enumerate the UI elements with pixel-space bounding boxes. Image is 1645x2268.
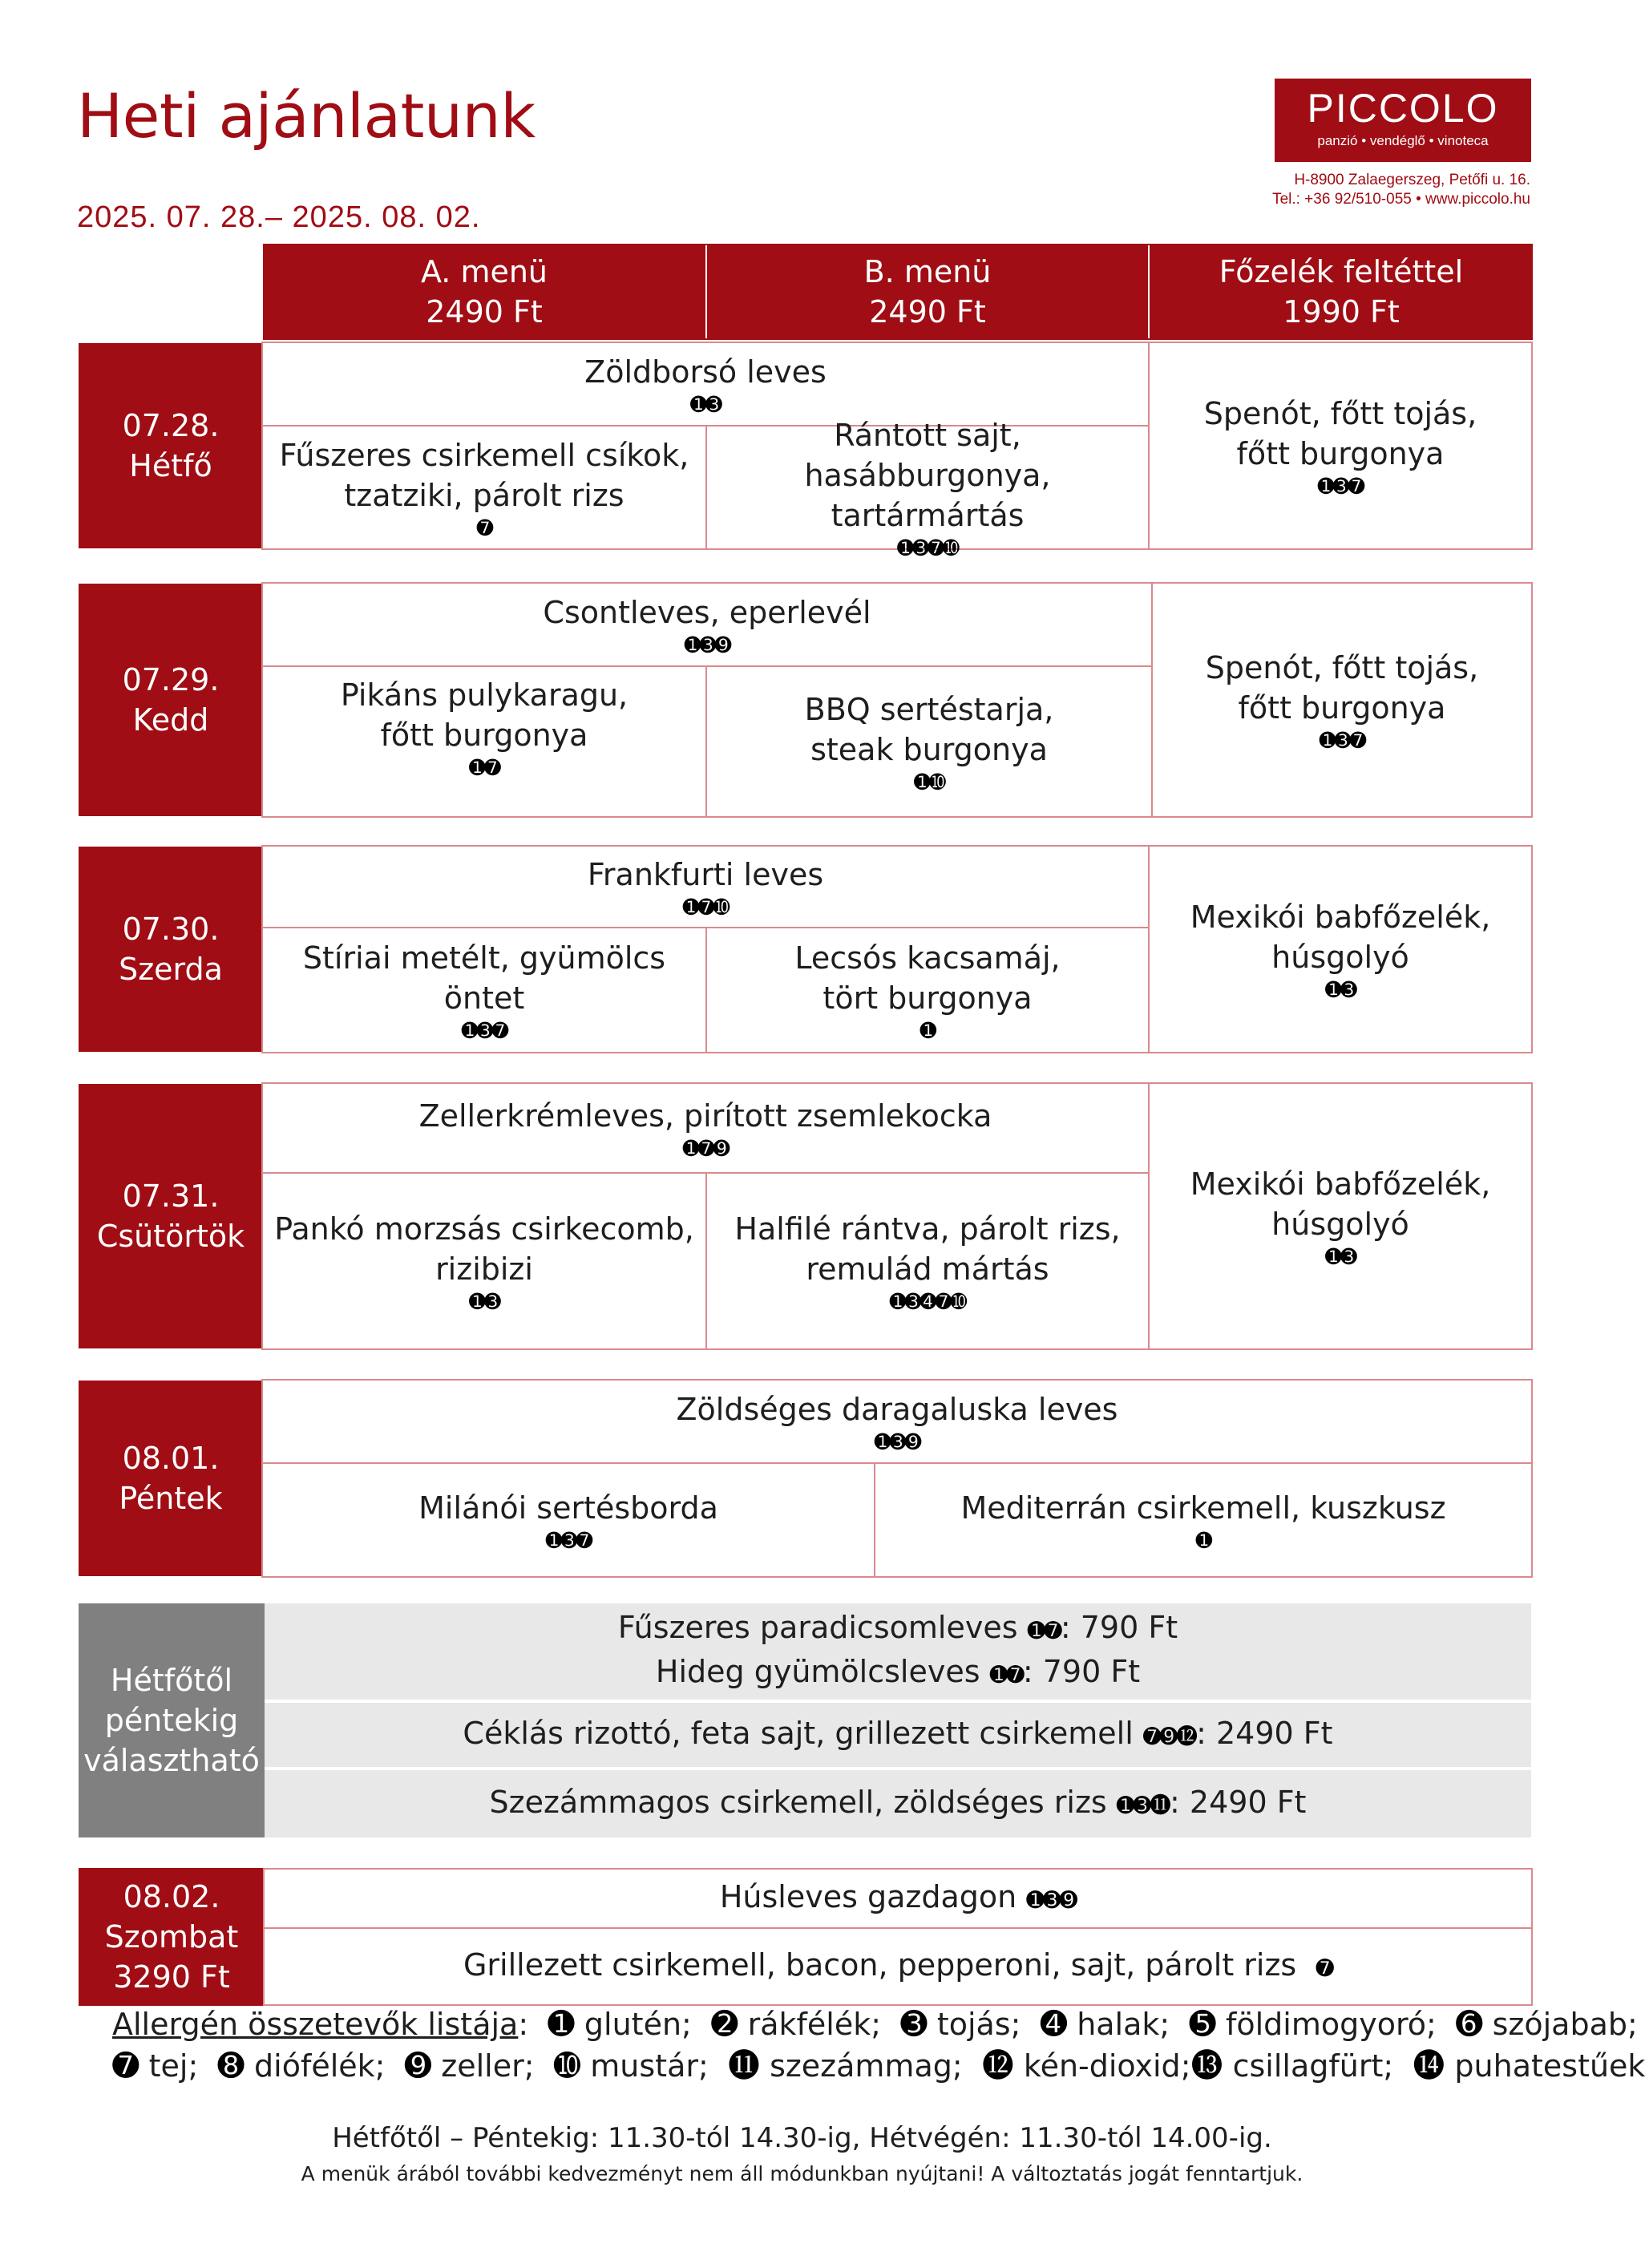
soup-cell — [263, 1381, 1531, 1462]
dish-line: Spenót, főtt tojás, — [1203, 396, 1477, 431]
header-b-price: 2490 Ft — [869, 294, 986, 329]
logo-name: PICCOLO — [1307, 86, 1499, 131]
allergen-name: zeller — [441, 2048, 524, 2084]
allergen-name: szójabab — [1492, 2007, 1627, 2042]
allergen-icons: ➊➐➓ — [682, 895, 729, 919]
allergen-name: szezámmag — [770, 2048, 952, 2084]
header-a-menu — [263, 244, 705, 340]
soup-name: Húsleves gazdagon — [719, 1878, 1017, 1914]
dish-line: főtt burgonya — [1238, 690, 1446, 726]
b-menu-cell — [707, 1174, 1148, 1348]
header-divider — [1148, 245, 1150, 338]
day-label — [79, 1084, 263, 1348]
header-b-name: B. menü — [863, 254, 992, 289]
day-date: 07.28. — [122, 408, 220, 443]
weekly-item-name: Szezámmagos csirkemell, zöldséges rizs — [489, 1784, 1107, 1820]
allergen-icons: ➊➌➒ — [1026, 1887, 1077, 1913]
allergen-number-icon: ⓬ — [981, 2048, 1014, 2084]
weekly-item-name: Céklás rizottó, feta sajt, grillezett csirkemell — [463, 1715, 1134, 1751]
day-label — [79, 847, 263, 1052]
allergen-icons: ➐➒⓬ — [1142, 1724, 1197, 1749]
saturday-soup — [720, 1877, 1076, 1921]
day-date: 07.29. — [122, 662, 220, 697]
allergen-icons: ➊➐ — [989, 1663, 1023, 1688]
day-date: 07.31. — [122, 1178, 220, 1214]
dish-line: Mexikói babfőzelék, — [1190, 900, 1491, 935]
allergen-number-icon: ➎ — [1189, 2006, 1216, 2043]
header-c-price: 1990 Ft — [1283, 294, 1400, 329]
weekly-item-row — [265, 1703, 1531, 1767]
b-menu-cell — [875, 1464, 1531, 1576]
allergen-number-icon: ⓫ — [727, 2048, 760, 2084]
allergen-name: mustár — [590, 2048, 698, 2084]
header-a-name: A. menü — [420, 254, 548, 289]
c-menu-cell — [1153, 584, 1531, 816]
weekly-item-price: : 2490 Ft — [1196, 1715, 1333, 1751]
dish-line: Mexikói babfőzelék, — [1190, 1166, 1491, 1202]
dish-line: húsgolyó — [1271, 940, 1409, 975]
allergen-icons: ➊➌➒ — [684, 633, 730, 657]
allergen-number-icon: ➐ — [112, 2048, 139, 2084]
allergen-icons: ➊➌ — [690, 393, 721, 416]
weekly-item-row — [265, 1770, 1531, 1837]
dish-line: steak burgonya — [810, 732, 1048, 767]
day-label — [79, 584, 263, 816]
dish-line: Lecsós kacsamáj, — [794, 940, 1061, 976]
allergen-icons: ➊➌⓫ — [1116, 1793, 1170, 1818]
dish-line: Halfilé rántva, párolt rizs, — [734, 1211, 1121, 1247]
day-label — [79, 1381, 263, 1576]
logo-tagline: panzió • vendéglő • vinoteca — [1317, 133, 1489, 148]
weekly-label — [79, 1603, 265, 1837]
allergen-icons: ➊ — [920, 1019, 936, 1042]
page-title: Heti ajánlatunk — [77, 80, 536, 152]
day-name: Hétfő — [129, 448, 212, 483]
allergen-name: csillagfürt — [1232, 2048, 1384, 2084]
soup-name: Zöldséges daragaluska leves — [676, 1392, 1118, 1427]
allergen-number-icon: ➓ — [553, 2048, 581, 2084]
day-date: 08.02. — [123, 1879, 220, 1914]
allergen-legend: Allergén összetevők listája: ➊ glutén; ➋ rákfélék; ➌ tojás; ➍ halak; ➎ földimogyoró; ➏ szójabab; — [112, 2006, 1638, 2043]
weekly-label-line: választható — [83, 1743, 260, 1778]
dish-line: Stíriai metélt, gyümölcs öntet — [302, 940, 666, 1016]
opening-hours: Hétfőtől – Péntekig: 11.30-tól 14.30-ig, Hétvégén: 11.30-tól 14.00-ig. — [332, 2122, 1272, 2154]
dish-line: tartármártás — [831, 498, 1025, 533]
allergen-name: földimogyoró — [1226, 2007, 1427, 2042]
allergen-icons: ➊➌ — [1325, 1245, 1356, 1268]
soup-cell — [263, 343, 1148, 425]
allergen-icons: ➊➓ — [914, 770, 944, 794]
b-menu-cell — [707, 667, 1151, 816]
allergen-icons: ➊➌➍➐➓ — [889, 1290, 966, 1313]
allergen-icons: ➊➐ — [469, 756, 499, 779]
allergen-icons: ➊➌ — [469, 1290, 499, 1313]
dish-line: tzatziki, párolt rizs — [344, 478, 624, 513]
weekly-item — [490, 1782, 1307, 1826]
day-name: Péntek — [119, 1481, 223, 1516]
allergen-number-icon: ➌ — [900, 2006, 928, 2043]
logo-contact: Tel.: +36 92/510-055 • www.piccolo.hu — [1272, 191, 1530, 208]
dish-line: BBQ sertéstarja, — [804, 692, 1054, 727]
header-b-menu — [707, 244, 1148, 340]
allergen-name: glutén — [584, 2007, 682, 2042]
a-menu-cell — [263, 427, 705, 548]
a-menu-cell — [263, 1464, 874, 1576]
soup-cell — [263, 847, 1148, 927]
allergen-name: halak — [1077, 2007, 1160, 2042]
allergen-legend-line2: ➐ tej; ➑ diófélék; ➒ zeller; ➓ mustár; ⓫ szezámmag; ⓬ kén-dioxid;⓭ csillagfürt; ⓮ puhatestűek — [112, 2048, 1645, 2084]
day-date: 07.30. — [122, 912, 220, 947]
allergen-name: tej — [148, 2048, 188, 2084]
allergen-name: kén-dioxid — [1023, 2048, 1181, 2084]
allergen-number-icon: ⓭ — [1190, 2048, 1223, 2084]
dish-line: Spenót, főtt tojás, — [1205, 650, 1479, 685]
allergen-name: tojás — [936, 2007, 1011, 2042]
soup-name: Zöldborsó leves — [584, 354, 827, 390]
allergen-number-icon: ➑ — [217, 2048, 245, 2084]
allergen-icons: ➊➌➒ — [874, 1430, 920, 1453]
weekly-soups-row — [265, 1603, 1531, 1700]
soup-name: Zellerkrémleves, pirított zsemlekocka — [418, 1098, 992, 1134]
allergen-icons: ➊➐ — [1027, 1619, 1061, 1643]
piccolo-logo — [1275, 79, 1531, 162]
weekly-item — [463, 1713, 1332, 1757]
saturday-main — [463, 1945, 1332, 1989]
weekly-label-line: péntekig — [104, 1703, 239, 1738]
allergen-icons: ➊➌ — [1325, 978, 1356, 1001]
allergen-number-icon: ➋ — [711, 2006, 738, 2043]
logo-address: H-8900 Zalaegerszeg, Petőfi u. 16. — [1294, 172, 1530, 188]
c-menu-cell — [1150, 847, 1531, 1052]
allergen-name: diófélék — [254, 2048, 375, 2084]
day-name: Szerda — [119, 952, 223, 987]
day-label — [79, 1868, 265, 2006]
header-divider — [705, 245, 707, 338]
allergen-icons: ➊➐➒ — [682, 1137, 729, 1160]
day-price: 3290 Ft — [113, 1959, 230, 1995]
main-cell — [265, 1929, 1531, 2004]
dish-line: tört burgonya — [822, 980, 1033, 1016]
dish-line: főtt burgonya — [380, 718, 588, 753]
dish-line: főtt burgonya — [1236, 436, 1445, 471]
header-c-menu — [1150, 244, 1533, 340]
allergen-icons: ➊➌➐ — [545, 1529, 592, 1552]
allergen-number-icon: ⓮ — [1413, 2048, 1445, 2084]
allergen-number-icon: ➒ — [404, 2048, 432, 2084]
day-name: Csütörtök — [96, 1219, 245, 1254]
c-menu-cell — [1150, 1084, 1531, 1348]
b-menu-cell — [707, 418, 1148, 560]
a-menu-cell — [263, 928, 705, 1052]
dish-line: húsgolyó — [1271, 1207, 1409, 1242]
dish-line: Fűszeres csirkemell csíkok, — [279, 438, 689, 473]
weekly-item — [656, 1651, 1140, 1696]
date-range: 2025. 07. 28.– 2025. 08. 02. — [77, 200, 481, 234]
soup-name: Frankfurti leves — [587, 857, 824, 892]
day-name: Szombat — [104, 1919, 239, 1955]
a-menu-cell — [263, 667, 705, 787]
allergen-legend-label: Allergén összetevők listája — [112, 2007, 519, 2042]
weekly-label-line: Hétfőtől — [110, 1663, 233, 1698]
dish-line: Mediterrán csirkemell, kuszkusz — [960, 1490, 1446, 1526]
dish-line: Rántott sajt, hasábburgonya, — [804, 418, 1051, 493]
allergen-icons: ➐ — [476, 516, 492, 540]
weekly-item — [618, 1607, 1178, 1651]
allergen-name: puhatestűek — [1454, 2048, 1645, 2084]
allergen-icons: ➊ — [1195, 1529, 1211, 1552]
c-menu-cell — [1150, 343, 1531, 548]
allergen-number-icon: ➏ — [1456, 2006, 1483, 2043]
dish-line: Pikáns pulykaragu, — [340, 677, 628, 713]
weekly-item-name: Hideg gyümölcsleves — [655, 1654, 980, 1689]
allergen-name: rákfélék — [747, 2007, 871, 2042]
allergen-icons: ➊➌➐ — [461, 1019, 507, 1042]
footer-note: A menük árából további kedvezményt nem áll módunkban nyújtani! A változtatás jogát fenntartjuk. — [301, 2162, 1303, 2185]
weekly-item-price: : 790 Ft — [1022, 1654, 1141, 1689]
day-label — [79, 343, 263, 548]
dish-line: Pankó morzsás csirkecomb, — [274, 1211, 694, 1247]
soup-cell — [265, 1870, 1531, 1927]
dish-line: Grillezett csirkemell, bacon, pepperoni, sajt, párolt rizs — [463, 1947, 1297, 1983]
allergen-number-icon: ➍ — [1040, 2006, 1068, 2043]
allergen-icons: ➊➌➐➓ — [897, 536, 958, 560]
allergen-icons: ➊➌➐ — [1317, 475, 1364, 498]
soup-cell — [263, 1084, 1148, 1172]
allergen-number-icon: ➊ — [548, 2006, 575, 2043]
dish-line: rizibizi — [435, 1251, 533, 1287]
day-date: 08.01. — [122, 1441, 220, 1476]
weekly-item-price: : 790 Ft — [1060, 1610, 1178, 1645]
allergen-icons: ➐ — [1316, 1955, 1333, 1981]
day-name: Kedd — [132, 702, 209, 738]
soup-name: Csontleves, eperlevél — [543, 595, 871, 630]
soup-cell — [263, 584, 1151, 665]
allergen-icons: ➊➌➐ — [1319, 729, 1365, 752]
weekly-item-price: : 2490 Ft — [1170, 1784, 1307, 1820]
weekly-item-name: Fűszeres paradicsomleves — [617, 1610, 1018, 1645]
dish-line: Milánói sertésborda — [418, 1490, 718, 1526]
a-menu-cell — [263, 1174, 705, 1348]
b-menu-cell — [707, 928, 1148, 1052]
header-a-price: 2490 Ft — [426, 294, 543, 329]
header-c-name: Főzelék feltéttel — [1219, 254, 1464, 289]
dish-line: remulád mártás — [806, 1251, 1049, 1287]
